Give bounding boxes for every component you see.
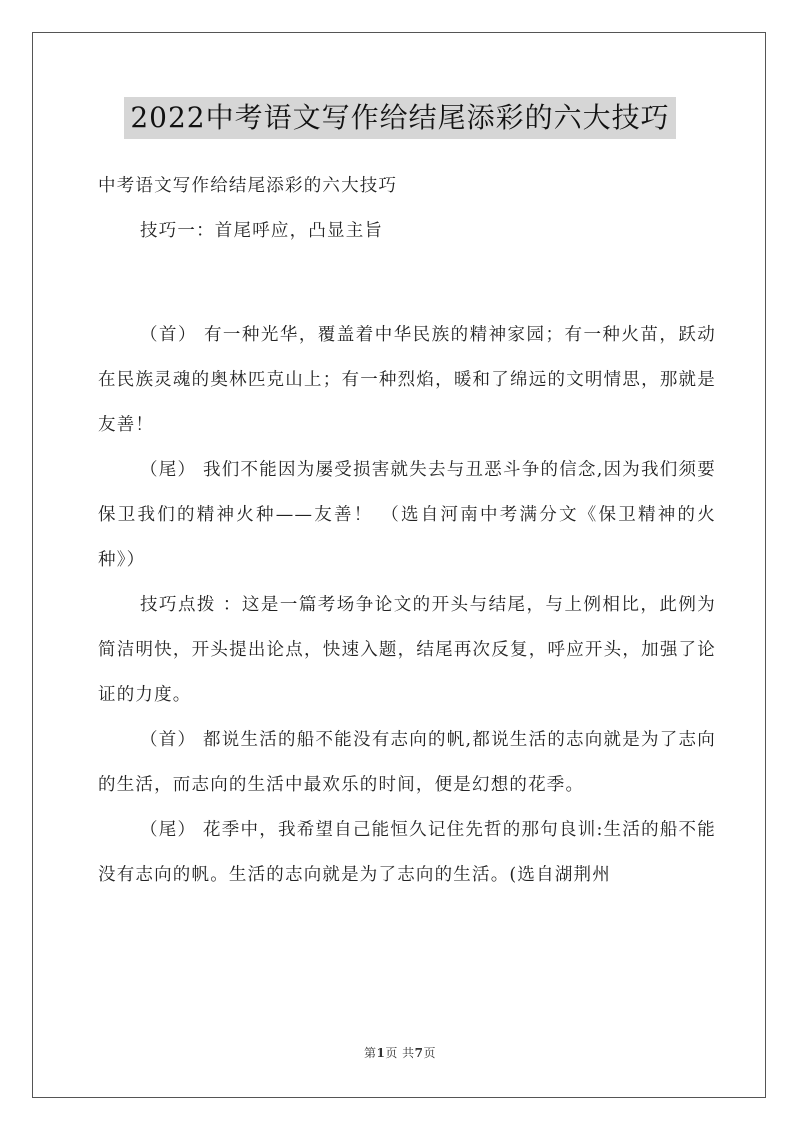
example2-head-paragraph: （首） 都说生活的船不能没有志向的帆,都说生活的志向就是为了志向的生活，而志向的生活中最欢乐的时间，便是幻想的花季。 [98,730,716,795]
document-body [98,170,716,898]
subtitle: 中考语文写作给结尾添彩的六大技巧 [98,176,398,196]
page-footer [0,1044,800,1061]
example1-head-paragraph: （首） 有一种光华，覆盖着中华民族的精神家园；有一种火苗，跃动在民族灵魂的奥林匹克山上；有一种烈焰，暖和了绵远的文明情思，那就是友善！ [98,325,716,435]
document-title: 2022中考语文写作给结尾添彩的六大技巧 [124,97,675,139]
example2-tail-paragraph: （尾） 花季中，我希望自己能恒久记住先哲的那句良训:生活的船不能没有志向的帆。生活的志向就是为了志向的生活。(选自湖荆州 [98,820,716,885]
footer-suffix: 页 [423,1046,437,1060]
footer-mid: 页 共 [385,1046,415,1060]
example1-tail-paragraph: （尾） 我们不能因为屡受损害就失去与丑恶斗争的信念,因为我们须要保卫我们的精神火种——友善！ （选自河南中考满分文《保卫精神的火种》） [98,460,716,570]
tip-comment-paragraph: 技巧点拨 ：这是一篇考场争论文的开头与结尾，与上例相比，此例为简洁明快，开头提出论点，快速入题，结尾再次反复，呼应开头，加强了论证的力度。 [98,595,716,705]
footer-page-number: 1 [376,1046,386,1060]
paragraph-spacer [98,247,716,307]
footer-total-pages: 7 [414,1046,424,1060]
tip1-heading: 技巧一：首尾呼应，凸显主旨 [140,221,384,241]
footer-prefix: 第 [363,1046,377,1060]
title-container [0,97,800,139]
